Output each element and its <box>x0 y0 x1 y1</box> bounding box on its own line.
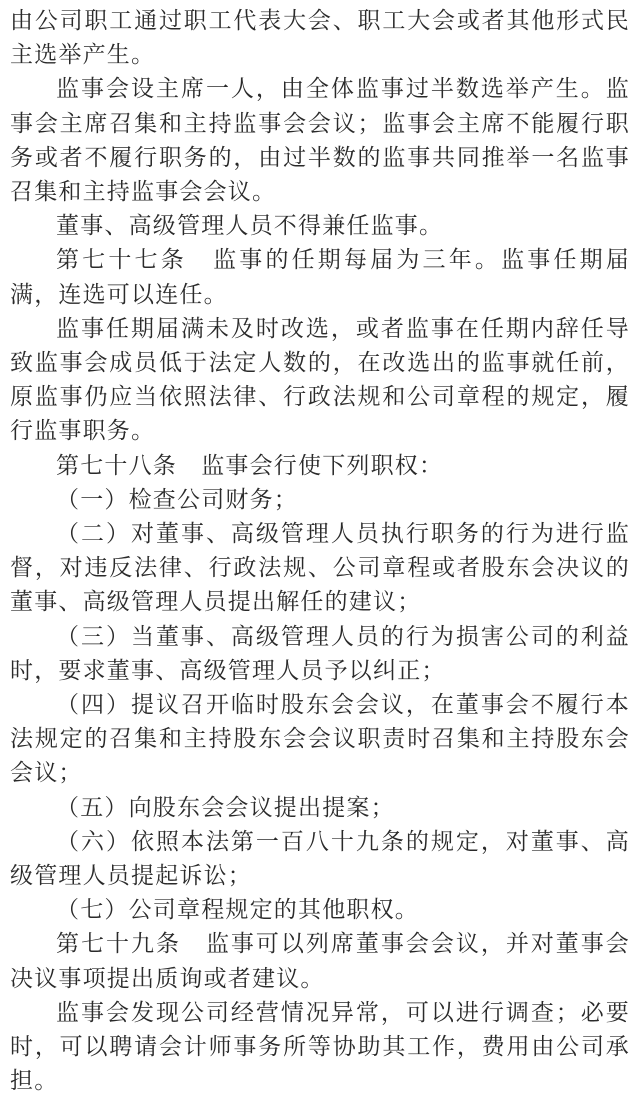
paragraph-2: 监事会设主席一人，由全体监事过半数选举产生。监事会主席召集和主持监事会会议；监事会主席不能履行职务或者不履行职务的，由过半数的监事共同推举一名监事召集和主持监事会会议。 <box>10 76 630 206</box>
list-item-6: （六）依照本法第一百八十九条的规定，对董事、高级管理人员提起诉讼； <box>10 828 630 890</box>
list-item-4: （四）提议召开临时股东会会议，在董事会不履行本法规定的召集和主持股东会会议职责时召集和主持股东会会议； <box>10 692 630 787</box>
paragraph-15: 监事会发现公司经营情况异常，可以进行调查；必要时，可以聘请会计师事务所等协助其工作，费用由公司承担。 <box>10 999 630 1095</box>
list-item-7: （七）公司章程规定的其他职权。 <box>56 897 419 924</box>
article-78: 第七十八条 监事会行使下列职权： <box>56 452 444 479</box>
list-item-3: （三）当董事、高级管理人员的行为损害公司的利益时，要求董事、高级管理人员予以纠正； <box>10 623 630 684</box>
article-77: 第七十七条 监事的任期每届为三年。监事任期届满，连选可以连任。 <box>10 247 630 308</box>
list-item-1: （一）检查公司财务； <box>56 486 298 513</box>
paragraph-3: 董事、高级管理人员不得兼任监事。 <box>56 213 444 240</box>
paragraph-1: 由公司职工通过职工代表大会、职工大会或者其他形式民主选举产生。 <box>10 8 630 69</box>
list-item-2: （二）对董事、高级管理人员执行职务的行为进行监督，对违反法律、行政法规、公司章程或者股东会决议的董事、高级管理人员提出解任的建议； <box>10 521 630 616</box>
article-79: 第七十九条 监事可以列席董事会会议，并对董事会决议事项提出质询或者建议。 <box>10 931 630 992</box>
paragraph-5: 监事任期届满未及时改选，或者监事在任期内辞任导致监事会成员低于法定人数的，在改选出的监事就任前，原监事仍应当依照法律、行政法规和公司章程的规定，履行监事职务。 <box>10 315 630 445</box>
list-item-5: （五）向股东会会议提出提案； <box>56 794 395 821</box>
